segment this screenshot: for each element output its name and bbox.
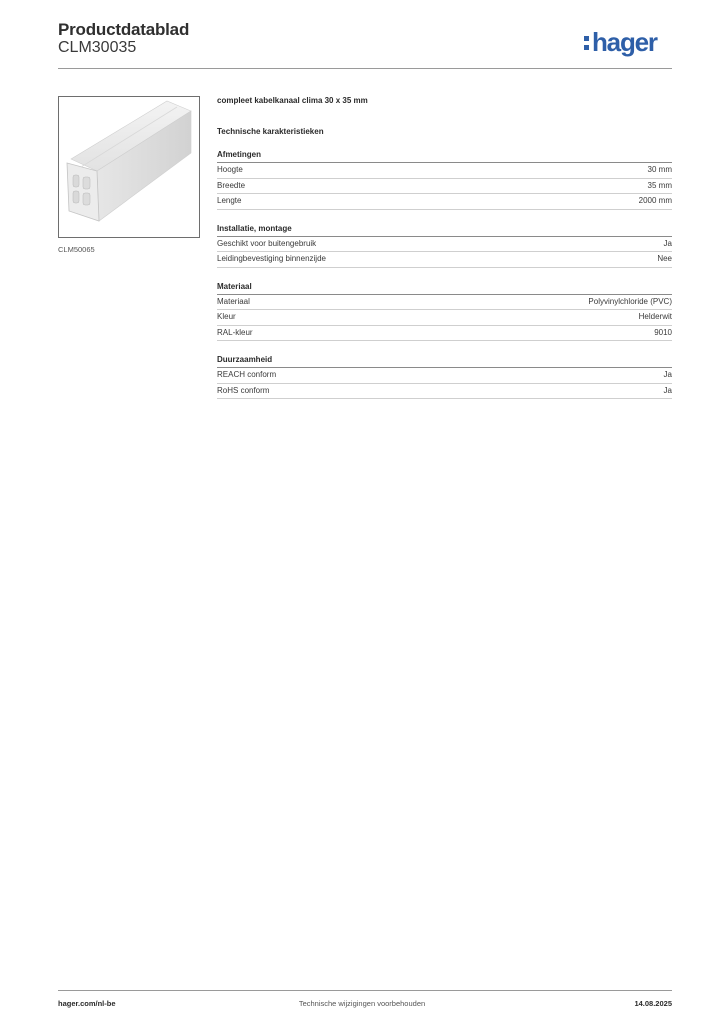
spec-value: Ja bbox=[663, 385, 672, 395]
spec-label: RoHS conform bbox=[217, 385, 270, 395]
spec-label: RAL-kleur bbox=[217, 327, 253, 337]
footer-divider bbox=[58, 990, 672, 991]
footer-date: 14.08.2025 bbox=[634, 999, 672, 1008]
spec-row bbox=[217, 310, 672, 326]
spec-row bbox=[217, 194, 672, 210]
footer-website: hager.com/nl-be bbox=[58, 999, 116, 1008]
spec-row bbox=[217, 163, 672, 179]
article-number: CLM30035 bbox=[58, 39, 137, 56]
spec-value: Ja bbox=[663, 238, 672, 248]
section-materiaal bbox=[217, 282, 672, 342]
section-title: Materiaal bbox=[217, 282, 672, 295]
section-title: Duurzaamheid bbox=[217, 355, 672, 368]
spec-label: Kleur bbox=[217, 312, 236, 321]
spec-row bbox=[217, 237, 672, 253]
image-caption: CLM50065 bbox=[58, 245, 95, 254]
spec-label: Breedte bbox=[217, 180, 246, 190]
spec-label: REACH conform bbox=[217, 370, 277, 379]
spec-label: Materiaal bbox=[217, 296, 250, 306]
spec-value: 2000 mm bbox=[638, 196, 672, 205]
spec-content bbox=[217, 96, 672, 413]
technical-title: Technische karakteristieken bbox=[217, 127, 324, 136]
spec-value: 9010 bbox=[654, 327, 672, 337]
section-title: Installatie, montage bbox=[217, 224, 672, 237]
spec-value: Polyvinylchloride (PVC) bbox=[588, 296, 672, 306]
spec-label: Leidingbevestiging binnenzijde bbox=[217, 254, 326, 263]
section-afmetingen bbox=[217, 150, 672, 210]
spec-row bbox=[217, 179, 672, 195]
spec-label: Geschikt voor buitengebruik bbox=[217, 238, 317, 248]
footer-disclaimer: Technische wijzigingen voorbehouden bbox=[298, 999, 426, 1008]
spec-row bbox=[217, 252, 672, 268]
section-installatie bbox=[217, 224, 672, 268]
spec-row bbox=[217, 326, 672, 342]
section-title: Afmetingen bbox=[217, 150, 672, 163]
header-divider bbox=[58, 68, 672, 69]
logo-dots-icon bbox=[584, 36, 589, 50]
spec-row bbox=[217, 295, 672, 311]
spec-value: Ja bbox=[663, 370, 672, 379]
page-title: Productdatablad bbox=[58, 20, 190, 39]
spec-value: Nee bbox=[657, 254, 672, 263]
spec-label: Lengte bbox=[217, 196, 242, 205]
product-description: compleet kabelkanaal clima 30 x 35 mm bbox=[217, 96, 368, 105]
logo-text: hager bbox=[592, 27, 657, 57]
spec-value: 30 mm bbox=[647, 165, 672, 174]
spec-value: Helderwit bbox=[638, 312, 672, 321]
cable-duct-illustration bbox=[59, 97, 199, 237]
product-image bbox=[58, 96, 200, 238]
hager-logo bbox=[592, 27, 657, 57]
section-duurzaamheid bbox=[217, 355, 672, 399]
spec-label: Hoogte bbox=[217, 165, 243, 174]
spec-row bbox=[217, 368, 672, 384]
spec-value: 35 mm bbox=[647, 180, 672, 190]
spec-row bbox=[217, 384, 672, 400]
